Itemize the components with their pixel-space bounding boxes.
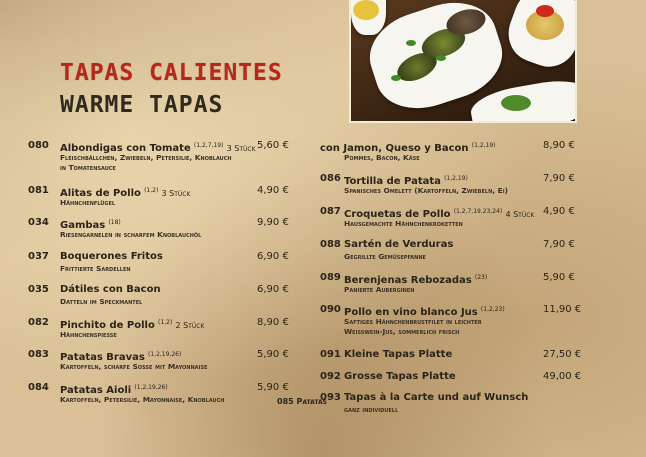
item-number: 090: [320, 304, 341, 315]
food: [536, 5, 554, 17]
item-name: Pollo en vino blanco Jus $^{(1,2,23)}$: [344, 306, 505, 318]
item-price: 27,50 €: [543, 349, 582, 360]
item-description: Spanisches Omelett (Kartoffeln, Zwiebeln, Ei): [344, 186, 508, 195]
item-number: 080: [28, 140, 49, 151]
item-number: 093: [320, 392, 341, 403]
item-number: 088: [320, 239, 341, 250]
item-name: Dátiles con Bacon: [60, 284, 161, 295]
item-name: Berenjenas Rebozadas $^{(23)}$: [344, 274, 488, 286]
item-name: Tortilla de Patata $^{(1,2,19)}$: [344, 175, 468, 187]
overflow-fragment: 085 Patatas: [277, 397, 327, 406]
herb: [391, 75, 401, 81]
item-name: con Jamon, Queso y Bacon $^{(1,2,19)}$: [320, 142, 496, 154]
menu-title: TAPAS CALIENTES: [60, 60, 283, 86]
item-price: 7,90 €: [543, 173, 575, 184]
item-price: 5,90 €: [257, 382, 289, 393]
item-description: Pommes, Bacon, Käse: [344, 153, 420, 162]
item-description: Kartoffeln, scharfe Sosse mit Mayonnaise: [60, 362, 208, 371]
item-price: 4,90 €: [257, 185, 289, 196]
tapas-photo: [349, 0, 577, 123]
item-number: 083: [28, 349, 49, 360]
item-name: Patatas Aioli $^{(1,2,19,26)}$: [60, 384, 168, 396]
item-price: 8,90 €: [257, 317, 289, 328]
item-description: Panierte Auberginen: [344, 285, 415, 294]
item-price: 5,90 €: [257, 349, 289, 360]
item-price: 4,90 €: [543, 206, 575, 217]
item-price: 6,90 €: [257, 251, 289, 262]
item-number: 035: [28, 284, 49, 295]
item-name: Gambas $^{(18)}$: [60, 219, 121, 231]
menu-subtitle: WARME TAPAS: [60, 92, 224, 118]
item-description: Fleischbällchen, Zwiebeln, Petersilie, Knoblauch: [60, 153, 232, 162]
item-price: 9,90 €: [257, 217, 289, 228]
item-number: 086: [320, 173, 341, 184]
item-name: Pinchito de Pollo $^{(1,2)}$ 2 Stück: [60, 319, 205, 331]
item-name: Kleine Tapas Platte: [344, 349, 453, 360]
food: [501, 95, 531, 111]
item-price: 8,90 €: [543, 140, 575, 151]
item-number: 084: [28, 382, 49, 393]
item-number: 034: [28, 217, 49, 228]
item-price: 11,90 €: [543, 304, 582, 315]
item-name: Patatas Bravas $^{(1,2,19,26)}$: [60, 351, 182, 363]
herb: [406, 40, 416, 46]
item-price: 5,60 €: [257, 140, 289, 151]
item-description: Gegrillte Gemüsepfanne: [344, 252, 426, 261]
item-name: Alitas de Pollo $^{(1,2)}$ 3 Stück: [60, 187, 191, 199]
item-number: 081: [28, 185, 49, 196]
food: [353, 0, 379, 20]
item-description: Weisswein-Jus, sommerlich frisch: [344, 327, 460, 336]
item-description: Datteln im Speckmantel: [60, 297, 143, 306]
herb: [436, 55, 446, 61]
item-name: Grosse Tapas Platte: [344, 371, 456, 382]
item-description: in Tomatensauce: [60, 163, 116, 172]
item-description: Hausgemachte Hähnchenkroketten: [344, 219, 463, 228]
item-number: 092: [320, 371, 341, 382]
item-description: Hähnchenflügel: [60, 198, 116, 207]
item-price: 5,90 €: [543, 272, 575, 283]
item-number: 089: [320, 272, 341, 283]
item-number: 087: [320, 206, 341, 217]
item-price: 6,90 €: [257, 284, 289, 295]
item-description: Hähnchenspiesse: [60, 330, 117, 339]
item-price: 49,00 €: [543, 371, 582, 382]
item-number: 091: [320, 349, 341, 360]
item-name: Sartén de Verduras: [344, 239, 454, 250]
item-name: Tapas à la Carte und auf Wunsch: [344, 392, 529, 403]
item-description: Kartoffeln, Petersilie, Mayonnaise, Knoblauch: [60, 395, 225, 404]
item-number: 037: [28, 251, 49, 262]
item-name: Albondigas con Tomate $^{(1,2,7,19)}$ 3 Stück: [60, 142, 256, 154]
item-name: Croquetas de Pollo $^{(1,2,7,19,23,24)}$ 4 Stück: [344, 208, 535, 220]
item-description: Frittierte Sardellen: [60, 264, 131, 273]
item-description: ganz individuell: [344, 405, 399, 414]
item-name: Boquerones Fritos: [60, 251, 163, 262]
item-description: Saftiges Hähnchenbrustfilet in leichter: [344, 317, 482, 326]
item-description: Riesengarnelen in scharfem Knoblauchöl: [60, 230, 202, 239]
item-price: 7,90 €: [543, 239, 575, 250]
item-number: 082: [28, 317, 49, 328]
